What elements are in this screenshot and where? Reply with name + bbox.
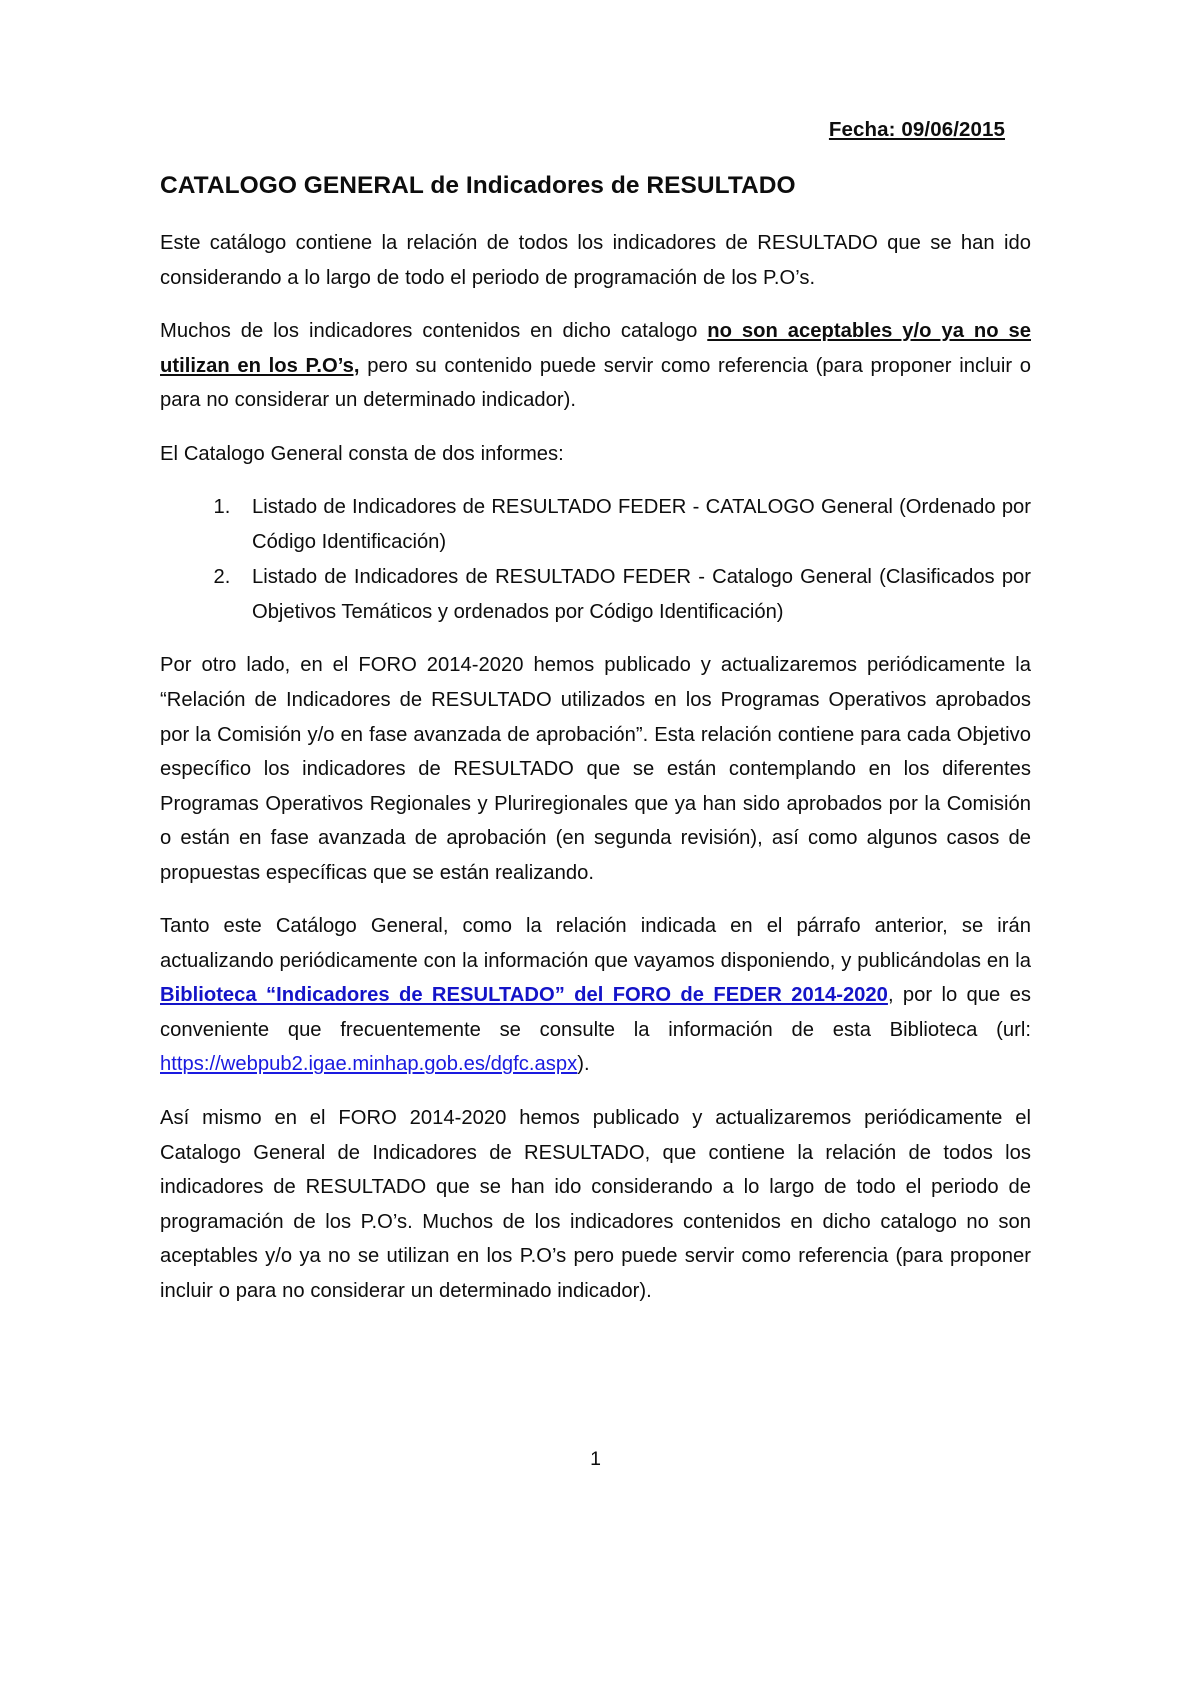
dgfc-url-link[interactable]: https://webpub2.igae.minhap.gob.es/dgfc.aspx bbox=[160, 1053, 578, 1076]
page-title: CATALOGO GENERAL de Indicadores de RESULTADO bbox=[160, 172, 796, 199]
paragraph-muchos-tail: pero su contenido puede servir como referencia (para proponer incluir o para no considerar un determinado indicador). bbox=[160, 354, 1031, 412]
paragraph-muchos bbox=[160, 314, 1031, 418]
paragraph-tanto-tail: ). bbox=[577, 1053, 590, 1076]
paragraph-consta: El Catalogo General consta de dos informes: bbox=[160, 442, 564, 465]
paragraph-tanto-lead: Tanto este Catálogo General, como la relación indicada en el párrafo anterior, se irán actualizando periódicamente con la información que vayamos disponiendo, y publicándolas en la bbox=[160, 915, 1031, 972]
informes-list bbox=[160, 490, 1031, 629]
biblioteca-link[interactable]: Biblioteca “Indicadores de RESULTADO” del FORO de FEDER 2014-2020 bbox=[160, 984, 888, 1007]
document-date: Fecha: 09/06/2015 bbox=[828, 118, 1005, 141]
page-number: 1 bbox=[590, 1448, 601, 1470]
list-item: 2. Listado de Indicadores de RESULTADO FEDER - Catalogo General (Clasificados por Objetivos Temáticos y ordenados por Código Identificación) bbox=[236, 560, 1031, 629]
paragraph-tanto bbox=[160, 909, 1031, 1082]
paragraph-muchos-lead: Muchos de los indicadores contenidos en dicho catalogo bbox=[160, 320, 708, 343]
paragraph-por-otro-lado: Por otro lado, en el FORO 2014-2020 hemos publicado y actualizaremos periódicamente la “Relación de Indicadores de RESULTADO utilizados en los Programas Operativos aprobados por la Comisión y/o en fase avanzada de aprobación”. Esta relación contiene para cada Objetivo específico los indicadores de RESULTADO que se están contemplando en los diferentes Programas Operativos Regionales y Pluriregionales que ya han sido aprobados por la Comisión o están en fase avanzada de aprobación (en segunda revisión), así como algunos casos de propuestas específicas que se están realizando. bbox=[160, 654, 1031, 884]
list-item: 1. Listado de Indicadores de RESULTADO FEDER - CATALOGO General (Ordenado por Código Identificación) bbox=[236, 490, 1031, 559]
paragraph-intro: Este catálogo contiene la relación de todos los indicadores de RESULTADO que se han ido considerando a lo largo de todo el periodo de programación de los P.O’s. bbox=[160, 232, 1031, 289]
paragraph-asi-mismo: Así mismo en el FORO 2014-2020 hemos publicado y actualizaremos periódicamente el Catalogo General de Indicadores de RESULTADO, que contiene la relación de todos los indicadores de RESULTADO que se han ido considerando a lo largo de todo el periodo de programación de los P.O’s. Muchos de los indicadores contenidos en dicho catalogo no son aceptables y/o ya no se utilizan en los P.O’s pero puede servir como referencia (para proponer incluir o para no considerar un determinado indicador). bbox=[160, 1107, 1031, 1302]
paragraph-muchos-emphasis: no son aceptables y/o ya no se utilizan en los P.O’s, bbox=[160, 320, 1031, 377]
paragraph-tanto-mid: , por lo que es conveniente que frecuentemente se consulte la información de esta Biblioteca (url: bbox=[160, 984, 1031, 1041]
